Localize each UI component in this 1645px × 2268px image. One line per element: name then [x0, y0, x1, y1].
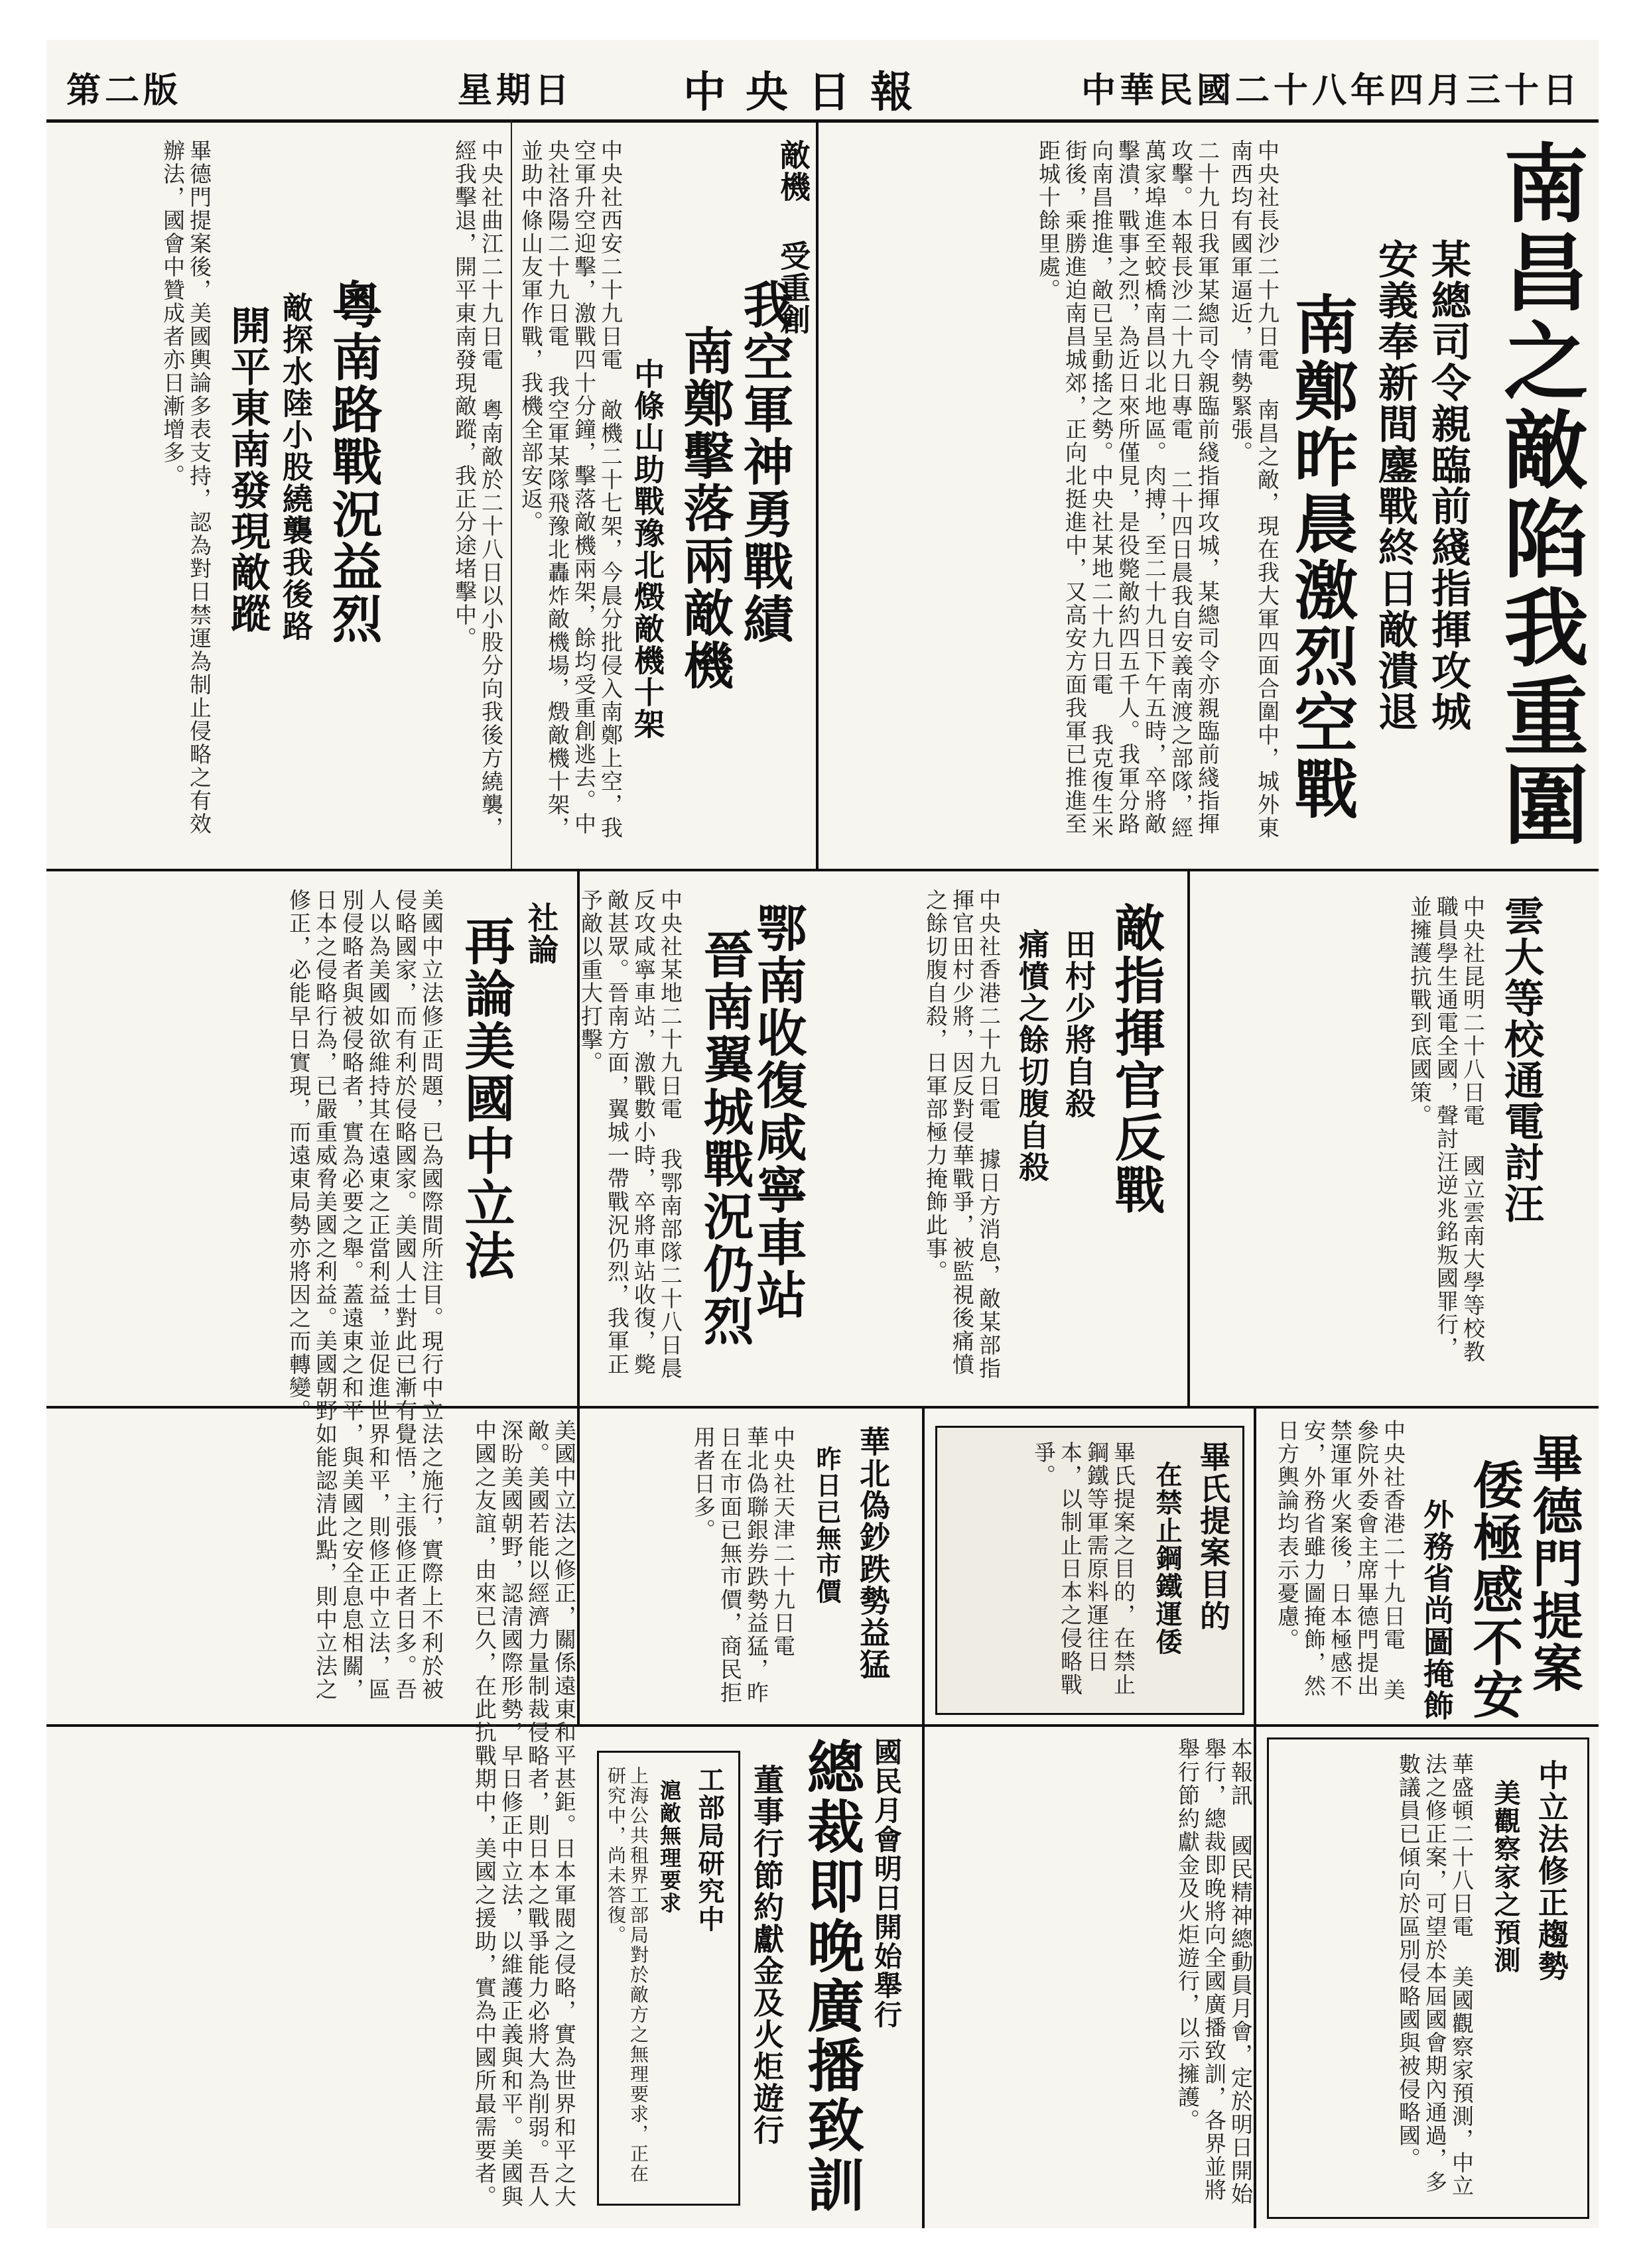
pittman-box-title: 畢氏提案目的: [1195, 1441, 1231, 1632]
lead-dateline: 中央社長沙二十九日電 南昌之敵，現在我大軍四面合圍中，城外東南西均有國軍逼近，情勢緊張。: [1228, 139, 1280, 840]
bottom-essay: 美國中立法之修正，關係遠東和平甚鉅。日本軍閥之侵略，實為世界和平之大敵。美國若能以經濟力量制裁侵略者，則日本之戰爭能力必將大為削弱。吾人深盼美國朝野，認清國際形勢，早日修正中立法，以維護正義與和平。美國與中國之友誼，由來已久，在此抗戰期中，美國之援助，實為中國所最需要者。: [472, 1419, 577, 2208]
canton-body-left: 畢德門提案後，美國輿論多表支持，認為對日禁運為制止侵略之有效辦法，國會中贊成者亦日漸增多。: [160, 139, 212, 836]
editorial-body: 美國中立法修正問題，已為國際間所注目。現行中立法之施行，實際上不利於被侵略國家，而有利於侵略國家。美國人士對此已漸有覺悟，主張修正者日多。吾人以為美國如欲維持其在遠東之正當利益，並促進世界和平，則修正中立法，區別侵略者與被侵略者，實為必要之舉。蓋遠東之和平，與美國之安全息息相關，日本之侵略行為，已嚴重威脅美國之利益。美國朝野如能認清此點，則中立法之修正，必能早日實現，而遠東局勢亦將因之而轉變。: [286, 889, 444, 1701]
neutrality-body: 華盛頓二十八日電 美國觀察家預測，中立法之修正案，可望於本屆國會期內通過，多數議員已傾向於區別侵略國與被侵略國。: [1396, 1753, 1475, 2198]
pittman-box-sub: 在禁止鋼鐵運倭: [1152, 1461, 1183, 1656]
canton-headline: 粵南路戰況益烈: [324, 279, 383, 645]
page-number: 第二版: [66, 70, 182, 111]
editorial-label: 社論: [523, 902, 559, 966]
issue-date: 中華民國二十八年四月三十日: [1081, 70, 1582, 111]
chiang-kicker: 國民月會明日開始舉行: [870, 1737, 903, 2029]
tanaka-body: 中央社香港二十九日電 據日方消息，敵某部指揮官田村少將，因反對侵華戰爭，被監視後痛憤之餘切腹自殺，日軍部極力掩飾此事。: [923, 889, 1002, 1380]
paper-name: 中央日報: [683, 68, 933, 117]
masthead: [46, 40, 1599, 123]
lead-headline: 南昌之敵陷我重圍: [1489, 139, 1589, 850]
chiang-body: 本報訊 國民精神總動員月會，定於明日開始舉行，總裁即晚將向全國廣播致訓，各界並將舉行節約獻金及火炬遊行，以示擁護。: [1175, 1737, 1254, 2206]
pittman-box-body: 畢氏提案之目的，在禁止鋼鐵等軍需原料運往日本，以制止日本之侵略戰爭。: [1031, 1441, 1136, 1696]
pittman-box: [935, 1426, 1244, 1715]
hubei-headline: 鄂南收復咸寧車站: [748, 902, 807, 1321]
hubei-deck: 晉南翼城戰況仍烈: [695, 928, 754, 1348]
finance-section: [590, 1419, 909, 1711]
hubei-body: 中央社某地二十九日電 我鄂南部隊二十八日晨反攻咸寧車站，激戰數小時，卒將車站收復，斃敵甚眾。晉南方面，翼城一帶戰況仍烈，我軍正予敵以重大打擊。: [578, 889, 683, 1380]
pittman-sub: 外務省尚圖掩飾: [1419, 1499, 1455, 1722]
air-body: 中央社西安二十九日電 敵機二十七架，今晨分批侵入南鄭上空，我空軍升空迎擊，激戰四十分鐘，擊落敵機兩架，餘均受重創逃去。中央社洛陽二十九日電 我空軍某隊飛豫北轟炸敵機場，燬敵機十架，並助中條山友軍作戰，我機全部安返。: [518, 139, 624, 840]
canton-deck: 開平東南發現敵蹤: [224, 305, 271, 634]
canton-deck: 敵探水陸小股繞襲我後路: [278, 292, 314, 642]
tanaka-headline: 敵指揮官反戰: [1106, 902, 1165, 1216]
tanaka-sub: 痛憤之餘切腹自殺: [1014, 928, 1050, 1183]
pittman-body: 中央社香港二十九日電 美參院外委會主席畢德門提出禁運軍火案後，日本極感不安，外務省雖力圖掩飾，然日方輿論均表示憂慮。: [1274, 1419, 1406, 1702]
divider: [1254, 1406, 1256, 2228]
chiang-deck: 董事行節約獻金及火炬遊行: [749, 1764, 785, 2146]
lead-subhead: 南鄭昨晨激烈空戰: [1284, 292, 1359, 822]
divider: [511, 119, 512, 869]
finance-body: 中央社天津二十九日電 華北偽聯銀券跌勢益猛，昨日在市面已無市價，商民拒用者日多。: [691, 1426, 796, 1704]
telegram-body: 中央社昆明二十八日電 國立雲南大學等校教職員學生通電全國，聲討汪逆兆銘叛國罪行，並擁護抗戰到底國策。: [1407, 895, 1486, 1363]
telegram-section: [1201, 882, 1585, 1393]
finance-headline: 華北偽鈔跌勢益猛: [855, 1426, 891, 1680]
neutrality-title: 中立法修正趨勢: [1534, 1759, 1569, 1982]
divider: [1187, 869, 1190, 1406]
lead-deck: 某總司令親臨前綫指揮攻城: [1425, 239, 1471, 732]
weekday: 星期日: [458, 70, 574, 111]
telegram-title: 雲大等校通電討汪: [1498, 895, 1544, 1224]
labor-section: [597, 1751, 740, 2206]
neutrality-section: [1267, 1737, 1589, 2219]
divider: [922, 1406, 925, 2228]
newspaper-page: [46, 40, 1599, 2228]
air-subhead: 南鄭擊落兩敵機: [675, 325, 734, 692]
chiang-headline: 總裁即晚廣播致訓: [797, 1737, 864, 2215]
divider: [816, 119, 819, 869]
neutrality-sub: 美觀察家之預測: [1490, 1779, 1521, 1974]
editorial-title: 再論美國中立法: [456, 915, 515, 1282]
air-kicker: 敵機 受重創: [775, 139, 811, 336]
lead-body: 二十九日我軍某總司令親臨前綫指揮攻城，某總司令亦親臨前綫指揮攻擊。本報長沙二十九日專電 二十四日晨我自安義南渡之部隊，經萬家埠進至蛟橋南昌以北地區。肉搏，至二十九日下午五時，卒將敵擊潰，戰事之烈，為近日來所僅見，是役斃敵約四五千人。我軍分路向南昌推進，敵已呈動搖之勢。中央社某地二十九日電 我克復生米街後，乘勝進迫南昌城郊，正向北挺進中，又高安方面我軍已推進至距城十餘里處。: [1035, 139, 1220, 840]
canton-body-right: 中央社曲江二十九日電 粵南敵於二十八日以小股分向我後方繞襲，經我擊退，開平東南發現敵蹤，我正分途堵擊中。: [452, 139, 504, 840]
labor-title: 工部局研究中: [694, 1766, 725, 1933]
air-deck: 中條山助戰豫北燬敵機十架: [629, 358, 665, 740]
finance-sub: 昨日已無市價: [812, 1446, 842, 1605]
lead-deck: 安義奉新間鏖戰終日敵潰退: [1372, 239, 1418, 732]
labor-body: 上海公共租界工部局對於敵方之無理要求，正在研究中，尚未答復。: [605, 1766, 649, 2184]
air-headline: 我空軍神勇戰績: [735, 279, 794, 645]
divider: [46, 869, 1599, 871]
labor-sub: 滬敵無理要求: [657, 1779, 682, 1915]
tanaka-deck: 田村少將自殺: [1061, 928, 1096, 1119]
pittman-headline: 畢德門提案: [1524, 1432, 1583, 1694]
pittman-deck: 倭極感不安: [1465, 1459, 1524, 1721]
